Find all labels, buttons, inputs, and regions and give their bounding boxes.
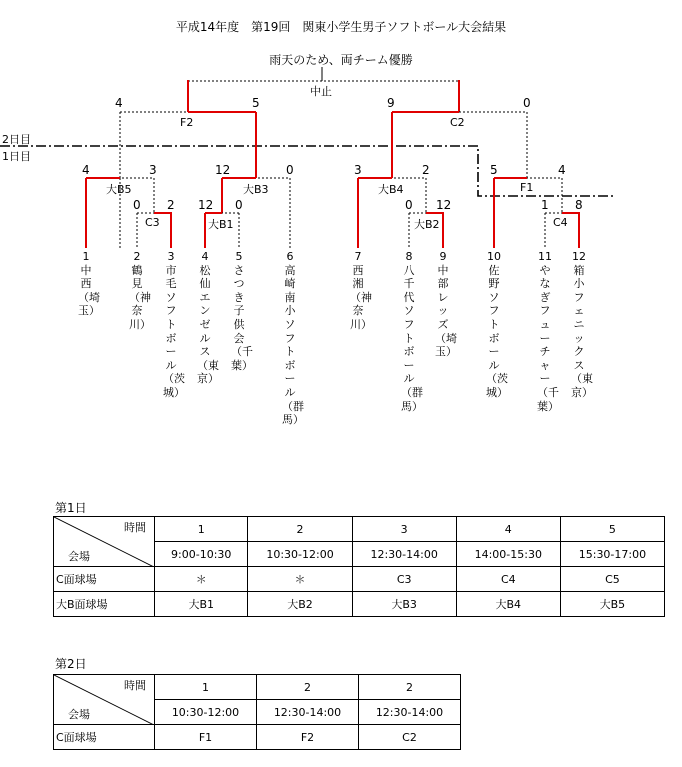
slot-number: 1	[155, 517, 248, 542]
team-entry	[401, 250, 423, 413]
table-cell: C3	[352, 567, 456, 592]
slot-number: 2	[248, 517, 352, 542]
score-f1-right: 4	[558, 163, 566, 177]
team-number: 7	[354, 250, 362, 263]
score-c2-right: 0	[523, 96, 531, 110]
team-number: 12	[572, 250, 586, 263]
slot-number: 1	[155, 675, 257, 700]
slot-time: 12:30-14:00	[257, 700, 359, 725]
score-b1-right: 0	[235, 198, 243, 212]
slot-time: 9:00-10:30	[155, 542, 248, 567]
slot-time: 14:00-15:30	[456, 542, 560, 567]
match-b4: 大B4	[378, 183, 404, 196]
table-cell: F2	[257, 725, 359, 750]
match-f1: F1	[520, 181, 534, 194]
table-cell: 大B4	[456, 592, 560, 617]
table-row	[54, 567, 665, 592]
table-cell: ＊	[155, 567, 248, 592]
table-cell: F1	[155, 725, 257, 750]
team-entry	[197, 250, 219, 386]
score-c3-left: 0	[133, 198, 141, 212]
team-entry	[350, 250, 372, 332]
score-b2-right: 12	[436, 198, 452, 212]
match-c3: C3	[145, 216, 160, 229]
team-entry	[231, 250, 253, 372]
slot-time: 15:30-17:00	[560, 542, 664, 567]
final-label: 中止	[310, 85, 332, 98]
match-f2: F2	[180, 116, 194, 129]
team-entry	[163, 250, 185, 400]
score-b1-left: 12	[198, 198, 214, 212]
team-name: 中部レッズ（埼玉）	[435, 263, 457, 359]
team-number: 8	[405, 250, 413, 263]
match-b3: 大B3	[243, 183, 269, 196]
venue-name: 大B面球場	[54, 592, 155, 617]
score-b4-left: 3	[354, 163, 362, 177]
venue-name: C面球場	[54, 567, 155, 592]
match-b5: 大B5	[106, 183, 132, 196]
venue-header: 会場	[68, 550, 90, 563]
team-name: 箱小フェニックス（東京）	[571, 263, 593, 399]
team-entry	[129, 250, 151, 332]
team-name: 鶴見（神奈川）	[129, 263, 151, 331]
slot-time: 10:30-12:00	[155, 700, 257, 725]
table-cell: C2	[359, 725, 461, 750]
venue-name: C面球場	[54, 725, 155, 750]
match-b2: 大B2	[414, 218, 440, 231]
slot-number: 5	[560, 517, 664, 542]
team-entry	[435, 250, 457, 359]
score-c2-left: 9	[387, 96, 395, 110]
team-number: 4	[201, 250, 209, 263]
day1-schedule-table	[53, 516, 665, 617]
day2-heading: 第2日	[55, 657, 87, 671]
team-number: 9	[439, 250, 447, 263]
slot-number: 2	[359, 675, 461, 700]
table-row	[54, 592, 665, 617]
score-b3-left: 12	[215, 163, 231, 177]
team-number: 6	[286, 250, 294, 263]
score-f2-right: 5	[252, 96, 260, 110]
team-number: 2	[133, 250, 141, 263]
table-cell: ＊	[248, 567, 352, 592]
team-number: 10	[487, 250, 501, 263]
slot-number: 2	[257, 675, 359, 700]
team-name: さつき子供会（千葉）	[231, 263, 253, 372]
team-entry	[78, 250, 100, 318]
score-b5-left: 4	[82, 163, 90, 177]
team-name: 高崎南小ソフトボール（群馬）	[282, 263, 304, 427]
score-c3-right: 2	[167, 198, 175, 212]
day1-heading: 第1日	[55, 501, 87, 515]
page-title: 平成14年度 第19回 関東小学生男子ソフトボール大会結果	[175, 20, 507, 34]
team-name: 佐野ソフトボール（茨城）	[486, 263, 508, 399]
team-name: 八千代ソフトボール（群馬）	[401, 263, 423, 413]
match-c4: C4	[553, 216, 568, 229]
score-b4-right: 2	[422, 163, 430, 177]
score-f1-left: 5	[490, 163, 498, 177]
team-number: 11	[538, 250, 552, 263]
slot-number: 3	[352, 517, 456, 542]
table-cell: 大B2	[248, 592, 352, 617]
score-b5-right: 3	[149, 163, 157, 177]
day1-label: 1日目	[2, 150, 31, 163]
venue-header: 会場	[68, 708, 90, 721]
table-cell: 大B5	[560, 592, 664, 617]
header-diagonal-cell	[54, 675, 155, 725]
team-number: 1	[82, 250, 90, 263]
team-name: 中西（埼玉）	[78, 263, 100, 318]
header-diagonal-cell	[54, 517, 155, 567]
day2-schedule-table	[53, 674, 461, 750]
team-entry	[486, 250, 508, 400]
team-name: 松仙エンゼルス（東京）	[197, 263, 219, 386]
score-c4-right: 8	[575, 198, 583, 212]
table-cell: 大B3	[352, 592, 456, 617]
weather-note: 雨天のため、両チーム優勝	[269, 53, 413, 67]
team-number: 3	[167, 250, 175, 263]
team-number: 5	[235, 250, 243, 263]
slot-time: 12:30-14:00	[352, 542, 456, 567]
table-cell: C4	[456, 567, 560, 592]
team-name: 市毛ソフトボール（茨城）	[163, 263, 185, 399]
time-header: 時間	[124, 679, 146, 692]
table-row	[54, 725, 461, 750]
slot-time: 10:30-12:00	[248, 542, 352, 567]
time-header: 時間	[124, 521, 146, 534]
team-entry	[571, 250, 593, 400]
team-name: 西湘（神奈川）	[350, 263, 372, 331]
score-f2-left: 4	[115, 96, 123, 110]
score-b3-right: 0	[286, 163, 294, 177]
match-b1: 大B1	[208, 218, 234, 231]
team-name: やなぎフューチャー（千葉）	[537, 263, 559, 413]
table-cell: 大B1	[155, 592, 248, 617]
match-c2: C2	[450, 116, 465, 129]
slot-time: 12:30-14:00	[359, 700, 461, 725]
team-entry	[282, 250, 304, 427]
table-cell: C5	[560, 567, 664, 592]
day2-label: 2日目	[2, 133, 31, 146]
score-c4-left: 1	[541, 198, 549, 212]
score-b2-left: 0	[405, 198, 413, 212]
team-entry	[537, 250, 559, 413]
slot-number: 4	[456, 517, 560, 542]
